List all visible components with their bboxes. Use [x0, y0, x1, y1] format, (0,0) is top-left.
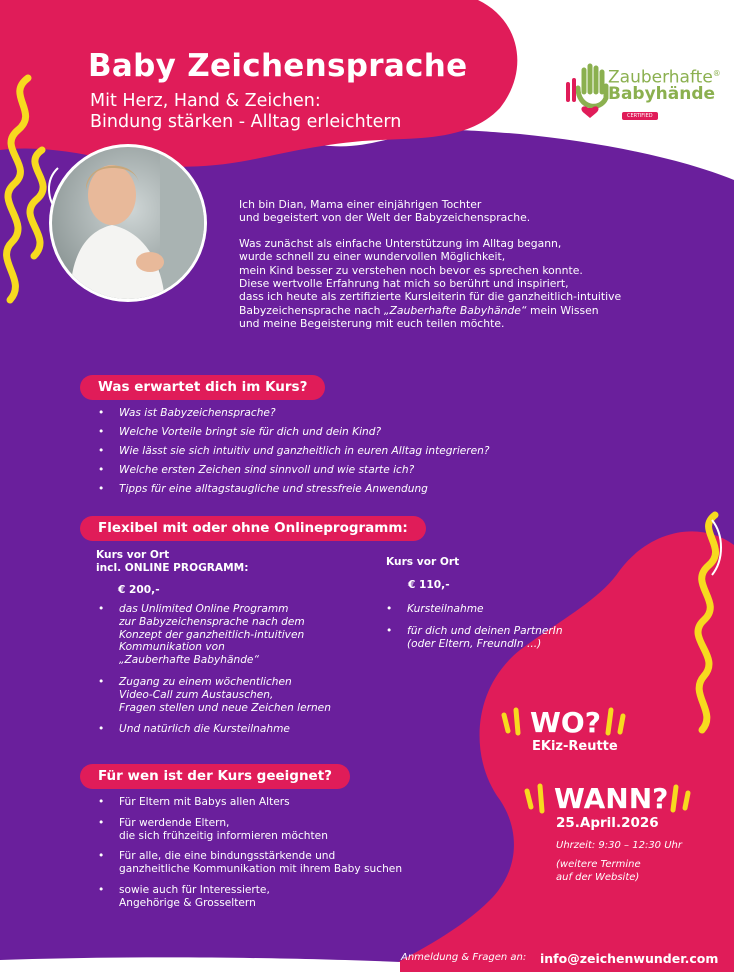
- intro-paragraph-2: [239, 237, 621, 331]
- event-note: (weitere Termine auf der Website): [556, 859, 641, 883]
- intro-line: Diese wertvolle Erfahrung hat mich so berührt und inspiriert,: [239, 277, 569, 291]
- contact-email[interactable]: info@zeichenwunder.com: [540, 951, 719, 966]
- brand-logo: [608, 66, 721, 121]
- intro-line: mein Wissen: [526, 303, 599, 317]
- list-item: • Zugang zu einem wöchentlichen Video-Call zum Austauschen, Fragen stellen und neue Zeichen lernen: [98, 676, 378, 714]
- list-item: • Für Eltern mit Babys allen Alters: [98, 796, 418, 809]
- offer-title: Kurs vor Ort: [386, 556, 460, 568]
- list-item: • sowie auch für Interessierte, Angehörige & Grosseltern: [98, 884, 418, 910]
- offer-with-online-list: [98, 603, 378, 736]
- list-item: • Wie lässt sie sich intuitiv und ganzheitlich in euren Alltag integrieren?: [98, 445, 568, 458]
- event-date: 25.April.2026: [556, 815, 659, 831]
- target-group-list: [98, 796, 418, 910]
- offer-local-only-list: [386, 603, 626, 650]
- list-item: • Und natürlich die Kursteilnahme: [98, 723, 378, 736]
- intro-line: und begeistert von der Welt der Babyzeichensprache.: [239, 211, 531, 225]
- section-heading-pricing: Flexibel mit oder ohne Onlineprogramm:: [80, 516, 426, 541]
- logo-line-2: Babyhände: [608, 83, 716, 104]
- list-item: • Kursteilnahme: [386, 603, 626, 616]
- list-item: • Welche Vorteile bringt sie für dich und dein Kind?: [98, 426, 568, 439]
- subtitle-line-2: Bindung stärken - Alltag erleichtern: [90, 112, 402, 132]
- intro-paragraph-1: [239, 198, 621, 225]
- course-content-list: [98, 407, 568, 496]
- section-heading-target-group: Für wen ist der Kurs geeignet?: [80, 764, 350, 789]
- logo-certified-badge: CERTIFIED: [622, 112, 658, 120]
- offer-with-online: [96, 549, 248, 596]
- intro-emphasis: „Zauberhafte Babyhände“: [383, 303, 527, 317]
- offer-price: € 200,-: [118, 583, 160, 596]
- offer-title: Kurs vor Ort: [96, 549, 170, 561]
- list-item: • Für alle, die eine bindungsstärkende und ganzheitliche Kommunikation mit ihrem Baby suchen: [98, 850, 418, 876]
- intro-text: [239, 198, 621, 343]
- event-location: EKiz-Reutte: [532, 739, 618, 754]
- list-item: • Für werdende Eltern, die sich frühzeitig informieren möchten: [98, 817, 418, 843]
- where-label: WO?: [530, 706, 601, 739]
- list-item: • Was ist Babyzeichensprache?: [98, 407, 568, 420]
- section-heading-course-content: Was erwartet dich im Kurs?: [80, 375, 325, 400]
- list-item: • für dich und deinen PartnerIn (oder Eltern, FreundIn ...): [386, 625, 626, 651]
- offer-subtitle: incl. ONLINE PROGRAMM:: [96, 561, 249, 574]
- list-item: • Tipps für eine alltagstaugliche und stressfreie Anwendung: [98, 483, 568, 496]
- intro-line: dass ich heute als zertifizierte Kursleiterin für die ganzheitlich-intuitive: [239, 290, 622, 304]
- offer-local-only: [386, 556, 459, 592]
- intro-line: und meine Begeisterung mit euch teilen möchte.: [239, 317, 505, 331]
- event-time: Uhrzeit: 9:30 – 12:30 Uhr: [556, 840, 682, 851]
- logo-line-1: Zauberhafte®: [608, 67, 721, 88]
- intro-line: Was zunächst als einfache Unterstützung im Alltag begann,: [239, 236, 562, 250]
- intro-line: wurde schnell zu einer wundervollen Möglichkeit,: [239, 250, 506, 264]
- footer-label: Anmeldung & Fragen an:: [401, 952, 527, 963]
- intro-line: Babyzeichensprache nach: [239, 303, 384, 317]
- page-title: Baby Zeichensprache: [88, 48, 468, 84]
- list-item: • Welche ersten Zeichen sind sinnvoll und wie starte ich?: [98, 464, 568, 477]
- list-item: • das Unlimited Online Programm zur Babyzeichensprache nach dem Konzept der ganzheitlich-intuitiven Kommunikation von „Zauberhafte Babyhände“: [98, 603, 378, 667]
- page-subtitle: [90, 91, 401, 133]
- intro-line: mein Kind besser zu verstehen noch bevor es sprechen konnte.: [239, 263, 583, 277]
- when-label: WANN?: [554, 782, 669, 815]
- offer-price: € 110,-: [408, 578, 450, 591]
- intro-line: Ich bin Dian, Mama einer einjährigen Tochter: [239, 198, 482, 211]
- subtitle-line-1: Mit Herz, Hand & Zeichen:: [90, 91, 321, 111]
